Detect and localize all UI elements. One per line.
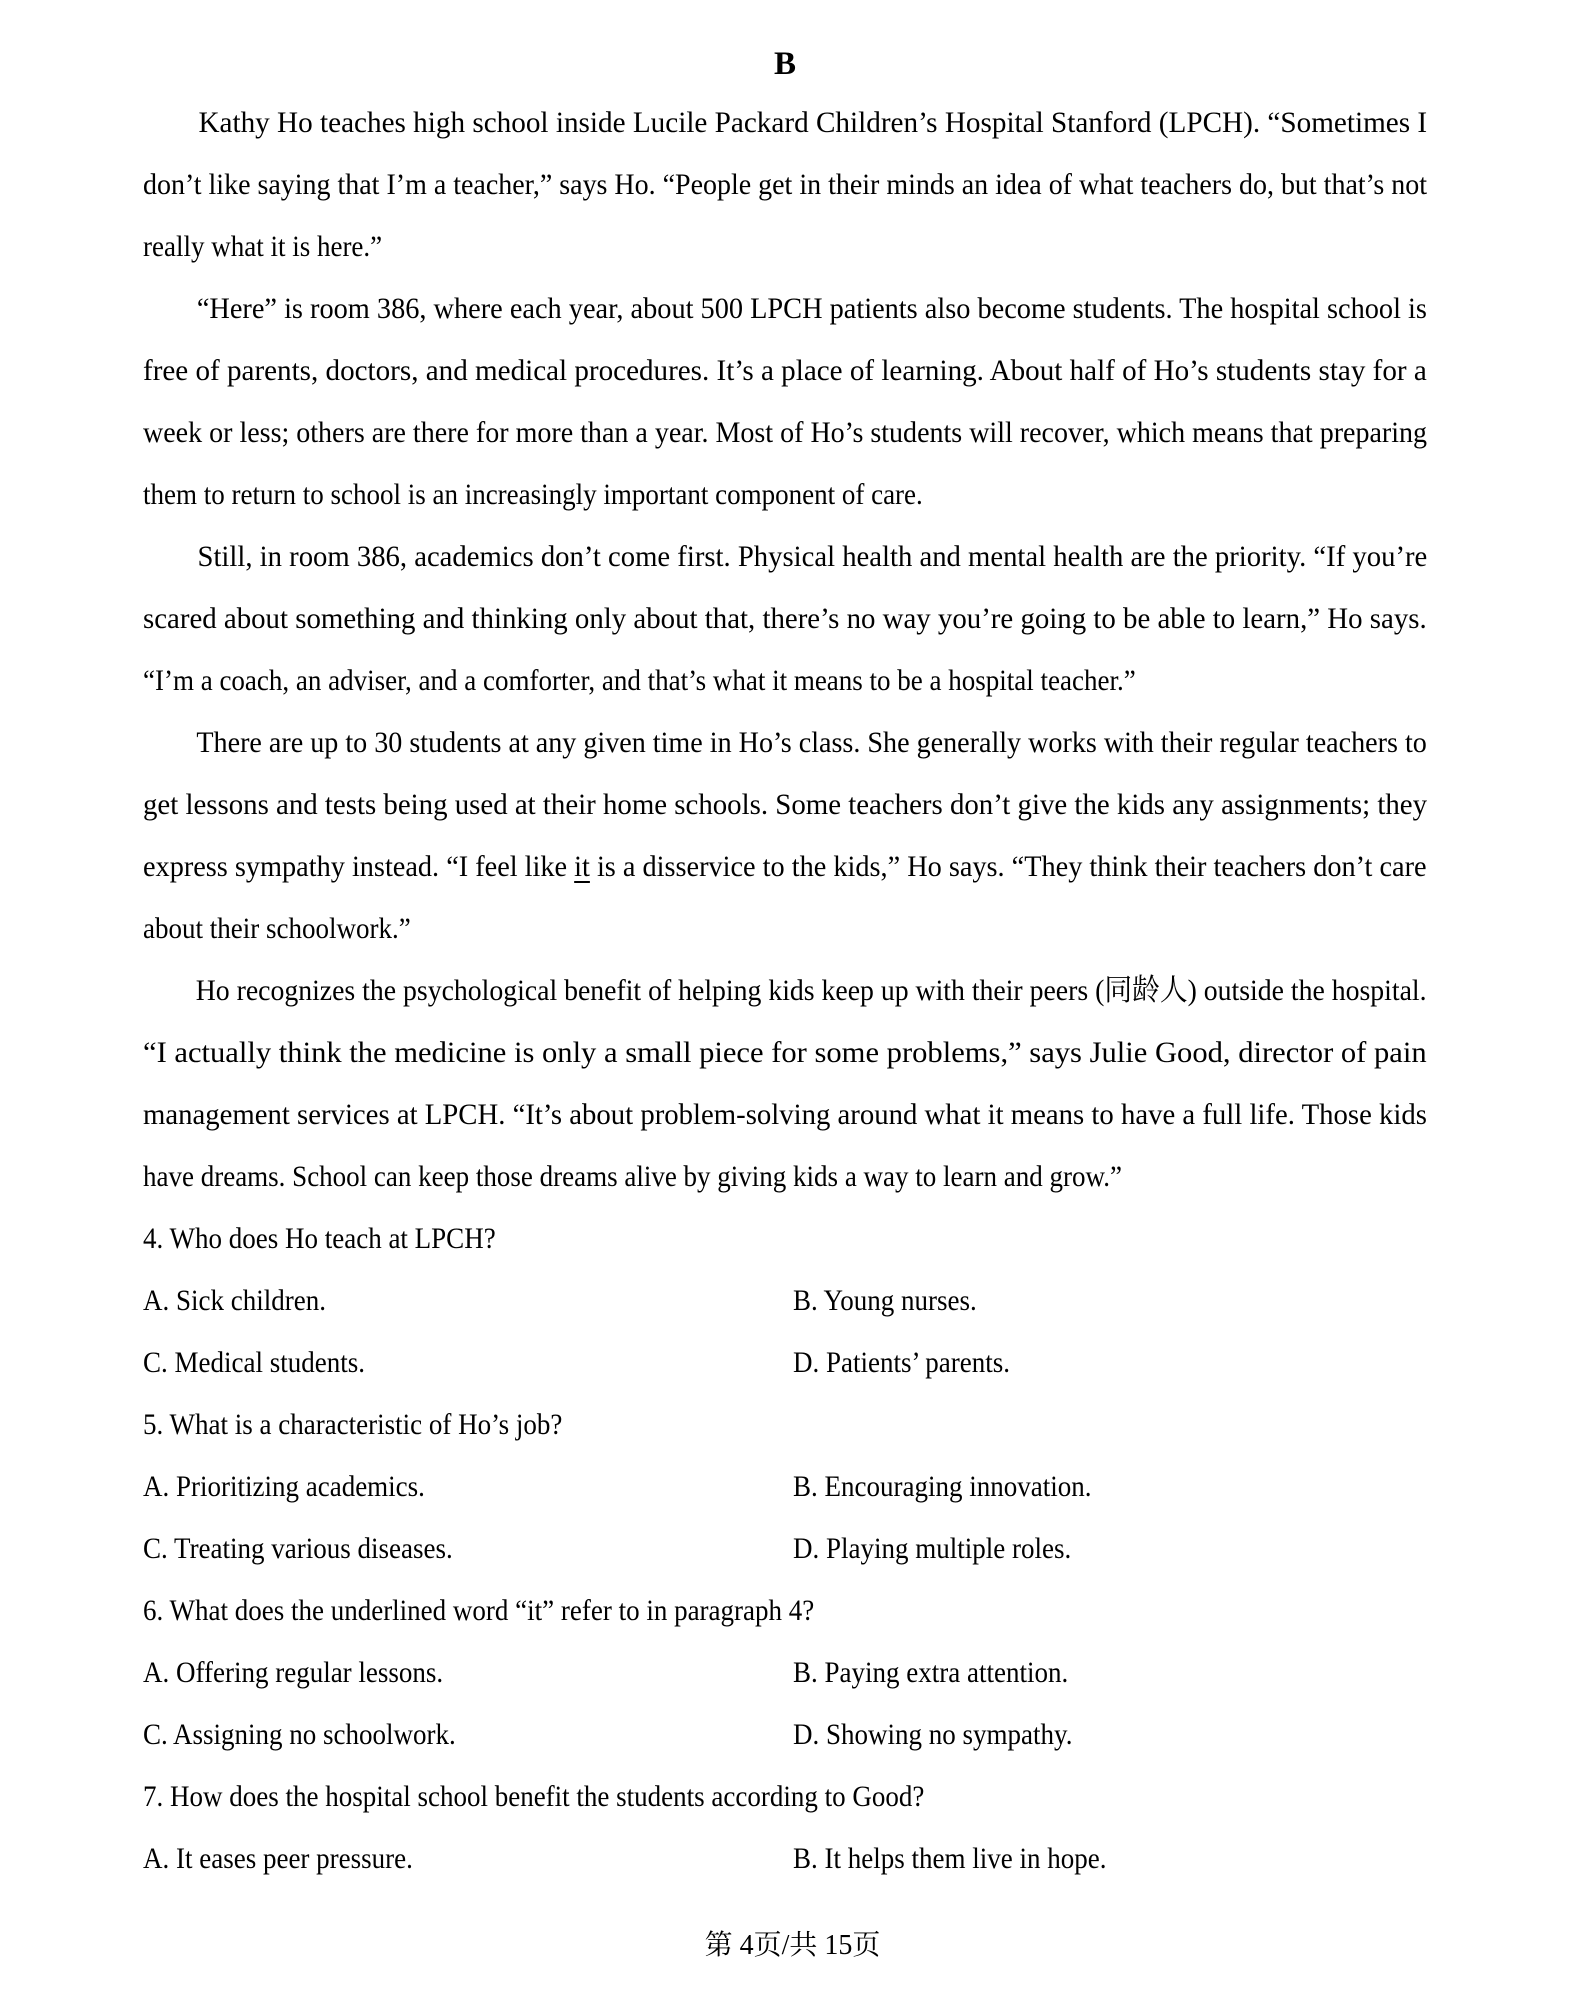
passage-line [143, 650, 1427, 712]
text-segment: Still, in room 386, academics don’t come first. Physical health and mental health are the priority. “If you’re [197, 540, 1428, 573]
question-6-text: 6. What does the underlined word “it” refer to in paragraph 4? [143, 1594, 815, 1627]
passage-line [143, 836, 1427, 898]
option-c: C. Assigning no schoolwork. [143, 1718, 456, 1751]
text-segment: don’t like saying that I’m a teacher,” says Ho. “People get in their minds an idea of what teachers do, but that’s not [143, 168, 1428, 201]
text-segment: “I actually think the medicine is only a small piece for some problems,” says Julie Good, director of pain [143, 1036, 1427, 1069]
option-c: C. Medical students. [143, 1346, 365, 1379]
option-d: D. Playing multiple roles. [793, 1532, 1072, 1565]
text-segment: Ho recognizes the psychological benefit of helping kids keep up with their peers (同龄人) outside the hospital. [195, 974, 1427, 1007]
text-segment: really what it is here.” [143, 230, 383, 263]
page-number-footer: 第 4页/共 15页 [704, 1930, 881, 1961]
question-7-text: 7. How does the hospital school benefit the students according to Good? [143, 1780, 925, 1813]
passage-line [143, 1084, 1427, 1146]
options-row [143, 1270, 1427, 1332]
option-b: B. Young nurses. [793, 1284, 977, 1317]
text-segment: management services at LPCH. “It’s about problem-solving around what it means to have a full life. Those kids [143, 1098, 1427, 1131]
text-segment: is a disservice to the kids,” Ho says. “They think their teachers don’t care [589, 850, 1427, 883]
passage-line [143, 526, 1427, 588]
text-segment: about their schoolwork.” [143, 912, 411, 945]
text-segment: “Here” is room 386, where each year, about 500 LPCH patients also become students. The hospital school is [196, 292, 1427, 325]
question-5-text: 5. What is a characteristic of Ho’s job? [143, 1408, 563, 1441]
paragraph-5 [143, 960, 1427, 1208]
passage-line [143, 712, 1427, 774]
questions-section [143, 1208, 1427, 1890]
option-a: A. Sick children. [143, 1284, 326, 1317]
option-a: A. Prioritizing academics. [143, 1470, 425, 1503]
passage-line [143, 340, 1427, 402]
option-a: A. Offering regular lessons. [143, 1656, 444, 1689]
text-segment: get lessons and tests being used at their home schools. Some teachers don’t give the kids any assignments; they [143, 788, 1428, 821]
options-row [143, 1456, 1427, 1518]
option-d: D. Showing no sympathy. [793, 1718, 1073, 1751]
underlined-word: it [574, 850, 590, 883]
text-segment: have dreams. School can keep those dreams alive by giving kids a way to learn and grow.” [143, 1160, 1122, 1193]
paragraph-1 [143, 92, 1427, 278]
passage-line [143, 154, 1427, 216]
option-c: C. Treating various diseases. [143, 1532, 453, 1565]
option-b: B. Paying extra attention. [793, 1656, 1069, 1689]
options-row [143, 1704, 1427, 1766]
passage-line [143, 898, 1427, 960]
text-segment: them to return to school is an increasingly important component of care. [143, 478, 923, 511]
text-segment: Kathy Ho teaches high school inside Lucile Packard Children’s Hospital Stanford (LPCH). “Sometimes I [198, 106, 1428, 139]
passage-line [143, 1022, 1427, 1084]
reading-passage [143, 92, 1427, 1208]
passage-line [143, 588, 1427, 650]
options-row [143, 1518, 1427, 1580]
paragraph-3 [143, 526, 1427, 712]
passage-line [143, 216, 1427, 278]
text-segment: express sympathy instead. “I feel like [143, 850, 575, 883]
option-a: A. It eases peer pressure. [143, 1842, 413, 1875]
passage-line [143, 464, 1427, 526]
passage-line [143, 402, 1427, 464]
paragraph-4 [143, 712, 1427, 960]
passage-line [143, 960, 1427, 1022]
option-b: B. Encouraging innovation. [793, 1470, 1092, 1503]
passage-line [143, 774, 1427, 836]
text-segment: scared about something and thinking only about that, there’s no way you’re going to be able to learn,” Ho says. [143, 602, 1427, 635]
section-heading: B [773, 46, 796, 82]
text-segment: “I’m a coach, an adviser, and a comforter, and that’s what it means to be a hospital teacher.” [143, 664, 1136, 697]
page-content [143, 36, 1427, 1890]
passage-line [143, 92, 1427, 154]
passage-line [143, 1146, 1427, 1208]
passage-line [143, 278, 1427, 340]
option-d: D. Patients’ parents. [793, 1346, 1010, 1379]
text-segment: week or less; others are there for more than a year. Most of Ho’s students will recover, which means that preparing [143, 416, 1428, 449]
text-segment: free of parents, doctors, and medical procedures. It’s a place of learning. About half of Ho’s students stay for a [143, 354, 1427, 387]
options-row [143, 1828, 1427, 1890]
options-row [143, 1642, 1427, 1704]
question-4-text: 4. Who does Ho teach at LPCH? [143, 1222, 496, 1255]
paragraph-2 [143, 278, 1427, 526]
options-row [143, 1332, 1427, 1394]
text-segment: There are up to 30 students at any given time in Ho’s class. She generally works with their regular teachers to [196, 726, 1427, 759]
option-b: B. It helps them live in hope. [793, 1842, 1107, 1875]
